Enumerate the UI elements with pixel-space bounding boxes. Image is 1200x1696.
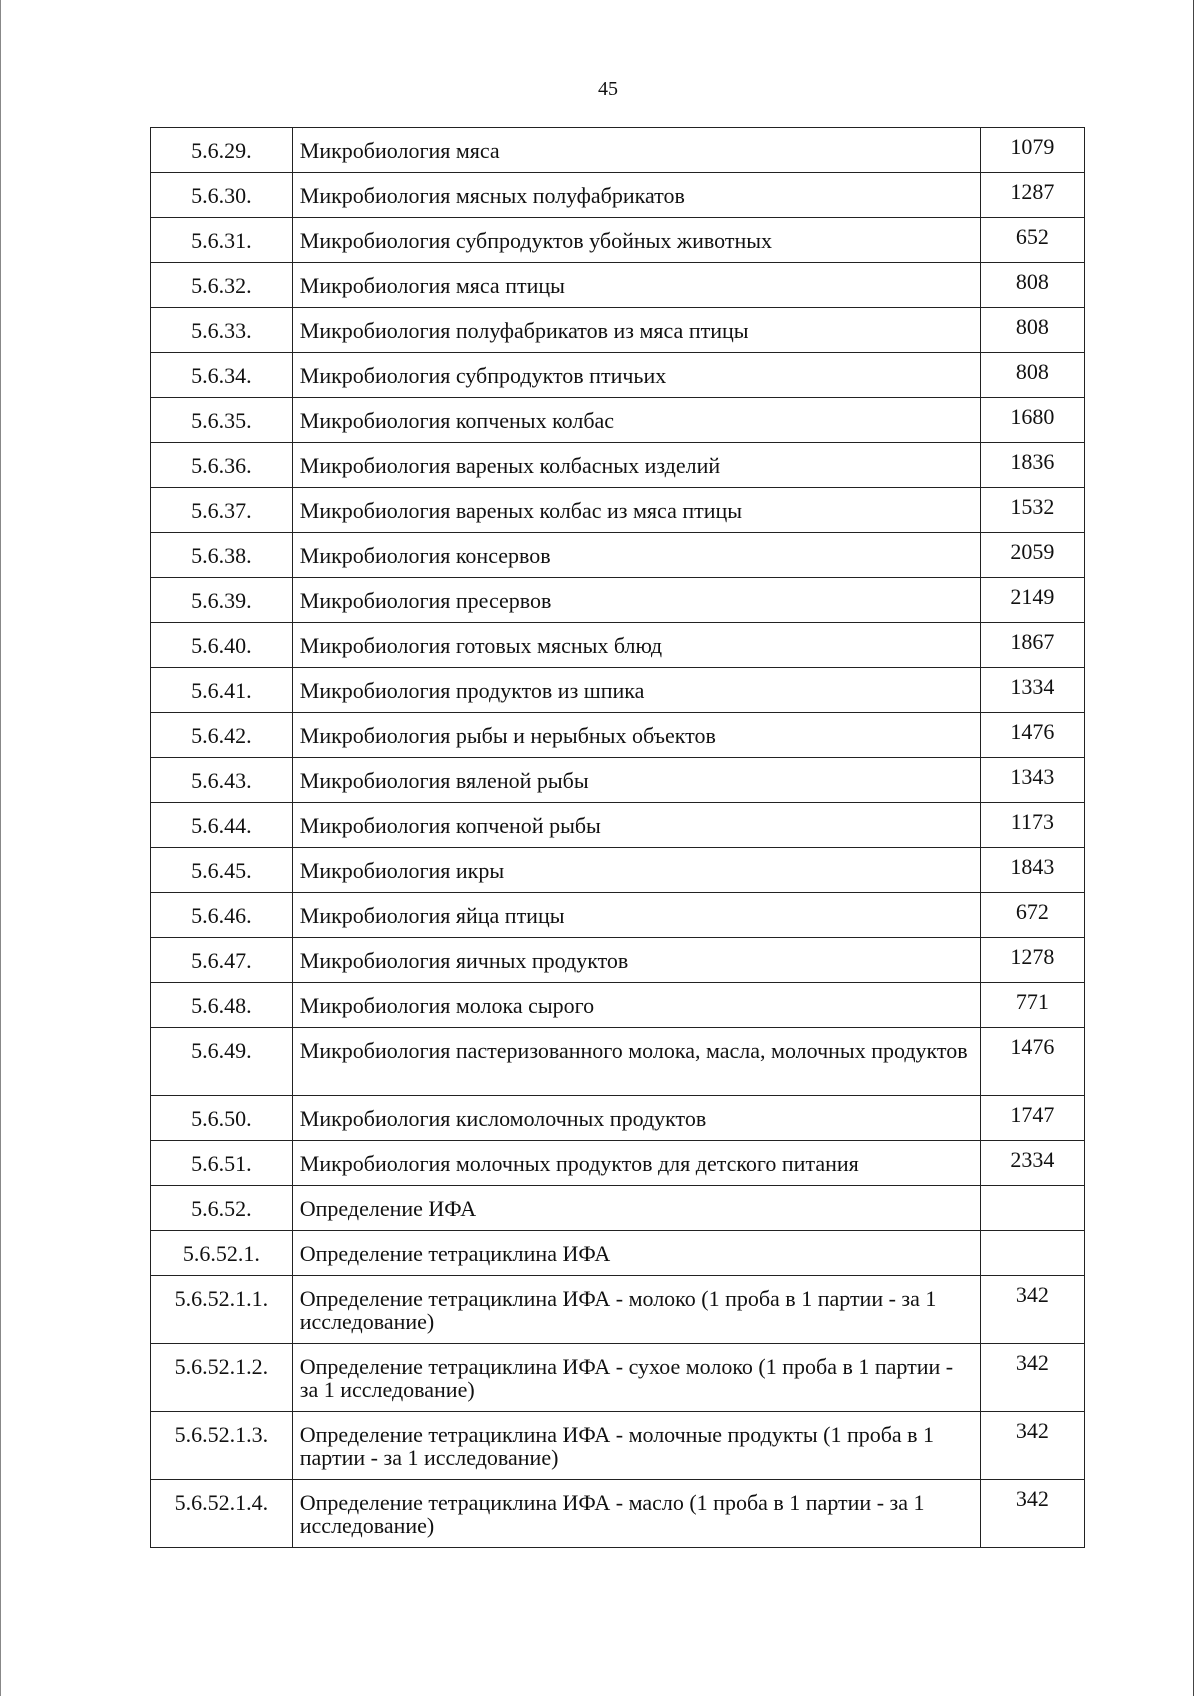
item-code-cell: 5.6.47. (151, 938, 293, 983)
item-price-cell: 1287 (980, 173, 1084, 218)
table-row (151, 1231, 1085, 1276)
table-row (151, 128, 1085, 173)
item-price-cell: 1173 (980, 803, 1084, 848)
item-code-cell: 5.6.52.1.4. (151, 1480, 293, 1548)
table-row (151, 803, 1085, 848)
item-code-cell: 5.6.36. (151, 443, 293, 488)
item-price-cell: 342 (980, 1412, 1084, 1480)
item-code-cell: 5.6.42. (151, 713, 293, 758)
item-price-cell: 1278 (980, 938, 1084, 983)
item-name-cell: Микробиология мясных полуфабрикатов (292, 173, 980, 218)
table-row (151, 1344, 1085, 1412)
item-code-cell: 5.6.40. (151, 623, 293, 668)
item-name-cell: Микробиология кисломолочных продуктов (292, 1096, 980, 1141)
item-code-cell: 5.6.50. (151, 1096, 293, 1141)
item-code-cell: 5.6.29. (151, 128, 293, 173)
item-name-cell: Микробиология субпродуктов убойных животных (292, 218, 980, 263)
table-row (151, 938, 1085, 983)
item-code-cell: 5.6.52.1.3. (151, 1412, 293, 1480)
item-name-cell: Определение тетрациклина ИФА - сухое молоко (1 проба в 1 партии - за 1 исследование) (292, 1344, 980, 1412)
table-row (151, 1412, 1085, 1480)
scan-edge-right (1193, 0, 1194, 1696)
item-name-cell: Определение тетрациклина ИФА (292, 1231, 980, 1276)
item-name-cell: Микробиология копченых колбас (292, 398, 980, 443)
table-row (151, 578, 1085, 623)
item-name-cell: Определение тетрациклина ИФА - молочные продукты (1 проба в 1 партии - за 1 исследование) (292, 1412, 980, 1480)
item-name-cell: Микробиология пресервов (292, 578, 980, 623)
item-price-cell: 808 (980, 308, 1084, 353)
item-price-cell: 1836 (980, 443, 1084, 488)
table-row (151, 1096, 1085, 1141)
item-code-cell: 5.6.52.1.2. (151, 1344, 293, 1412)
item-code-cell: 5.6.52.1.1. (151, 1276, 293, 1344)
item-price-cell: 1343 (980, 758, 1084, 803)
scan-edge-left (0, 0, 1, 1696)
table-row (151, 713, 1085, 758)
item-price-cell: 342 (980, 1344, 1084, 1412)
table-row (151, 1276, 1085, 1344)
item-code-cell: 5.6.46. (151, 893, 293, 938)
item-code-cell: 5.6.44. (151, 803, 293, 848)
item-code-cell: 5.6.33. (151, 308, 293, 353)
item-code-cell: 5.6.43. (151, 758, 293, 803)
item-code-cell: 5.6.32. (151, 263, 293, 308)
item-name-cell: Микробиология вяленой рыбы (292, 758, 980, 803)
item-price-cell: 342 (980, 1276, 1084, 1344)
item-code-cell: 5.6.49. (151, 1028, 293, 1096)
item-price-cell: 1867 (980, 623, 1084, 668)
item-price-cell: 652 (980, 218, 1084, 263)
table-row (151, 263, 1085, 308)
table-row (151, 443, 1085, 488)
item-name-cell: Микробиология субпродуктов птичьих (292, 353, 980, 398)
item-name-cell: Определение тетрациклина ИФА - молоко (1 проба в 1 партии - за 1 исследование) (292, 1276, 980, 1344)
item-code-cell: 5.6.48. (151, 983, 293, 1028)
table-row (151, 623, 1085, 668)
item-name-cell: Определение тетрациклина ИФА - масло (1 проба в 1 партии - за 1 исследование) (292, 1480, 980, 1548)
item-price-cell (980, 1186, 1084, 1231)
item-price-cell: 1476 (980, 713, 1084, 758)
item-price-cell: 808 (980, 263, 1084, 308)
item-price-cell: 2059 (980, 533, 1084, 578)
item-price-cell: 771 (980, 983, 1084, 1028)
table-row (151, 893, 1085, 938)
item-name-cell: Микробиология молока сырого (292, 983, 980, 1028)
table-row (151, 848, 1085, 893)
table-row (151, 353, 1085, 398)
item-name-cell: Микробиология готовых мясных блюд (292, 623, 980, 668)
table-row (151, 1186, 1085, 1231)
table-row (151, 533, 1085, 578)
item-price-cell: 1747 (980, 1096, 1084, 1141)
item-code-cell: 5.6.31. (151, 218, 293, 263)
item-code-cell: 5.6.30. (151, 173, 293, 218)
item-name-cell: Микробиология рыбы и нерыбных объектов (292, 713, 980, 758)
item-name-cell: Микробиология консервов (292, 533, 980, 578)
item-code-cell: 5.6.45. (151, 848, 293, 893)
item-price-cell: 1532 (980, 488, 1084, 533)
table-row (151, 1028, 1085, 1096)
item-name-cell: Микробиология полуфабрикатов из мяса птицы (292, 308, 980, 353)
item-name-cell: Микробиология вареных колбасных изделий (292, 443, 980, 488)
item-name-cell: Микробиология молочных продуктов для детского питания (292, 1141, 980, 1186)
item-name-cell: Микробиология продуктов из шпика (292, 668, 980, 713)
table-row (151, 1141, 1085, 1186)
item-code-cell: 5.6.51. (151, 1141, 293, 1186)
item-price-cell: 1079 (980, 128, 1084, 173)
item-price-cell: 1334 (980, 668, 1084, 713)
page-number: 45 (598, 78, 618, 100)
item-price-cell: 808 (980, 353, 1084, 398)
item-name-cell: Микробиология мяса птицы (292, 263, 980, 308)
table-row (151, 488, 1085, 533)
item-price-cell (980, 1231, 1084, 1276)
item-price-cell: 2149 (980, 578, 1084, 623)
item-price-cell: 1680 (980, 398, 1084, 443)
item-price-cell: 2334 (980, 1141, 1084, 1186)
table-row (151, 983, 1085, 1028)
item-code-cell: 5.6.35. (151, 398, 293, 443)
item-name-cell: Микробиология копченой рыбы (292, 803, 980, 848)
table-row (151, 668, 1085, 713)
item-name-cell: Микробиология яйца птицы (292, 893, 980, 938)
item-code-cell: 5.6.52.1. (151, 1231, 293, 1276)
item-name-cell: Микробиология яичных продуктов (292, 938, 980, 983)
table-row (151, 173, 1085, 218)
item-price-cell: 672 (980, 893, 1084, 938)
table-row (151, 758, 1085, 803)
item-name-cell: Микробиология икры (292, 848, 980, 893)
table-row (151, 398, 1085, 443)
item-price-cell: 342 (980, 1480, 1084, 1548)
item-code-cell: 5.6.38. (151, 533, 293, 578)
item-price-cell: 1476 (980, 1028, 1084, 1096)
item-name-cell: Микробиология пастеризованного молока, масла, молочных продуктов (292, 1028, 980, 1096)
item-name-cell: Определение ИФА (292, 1186, 980, 1231)
item-price-cell: 1843 (980, 848, 1084, 893)
table-row (151, 1480, 1085, 1548)
table-row (151, 308, 1085, 353)
item-code-cell: 5.6.37. (151, 488, 293, 533)
item-code-cell: 5.6.39. (151, 578, 293, 623)
item-name-cell: Микробиология вареных колбас из мяса птицы (292, 488, 980, 533)
item-name-cell: Микробиология мяса (292, 128, 980, 173)
price-table (150, 127, 1085, 1548)
item-code-cell: 5.6.41. (151, 668, 293, 713)
item-code-cell: 5.6.34. (151, 353, 293, 398)
item-code-cell: 5.6.52. (151, 1186, 293, 1231)
table-row (151, 218, 1085, 263)
price-table-body (151, 128, 1085, 1548)
